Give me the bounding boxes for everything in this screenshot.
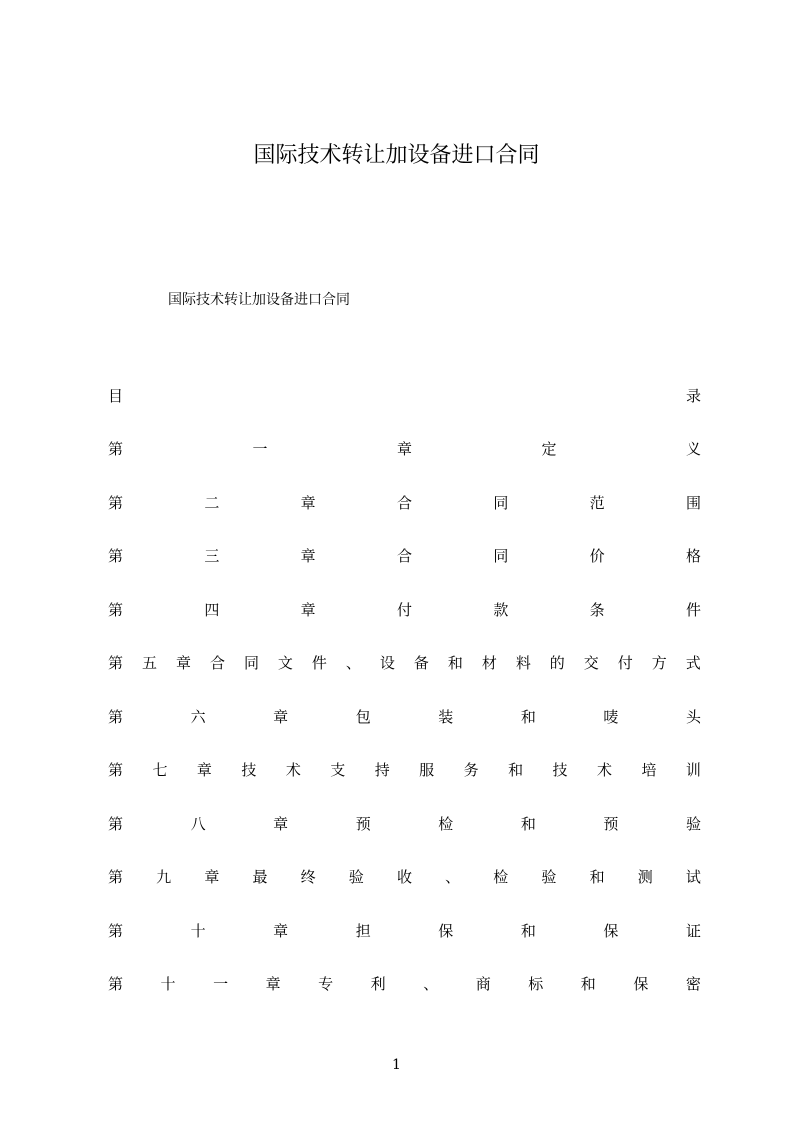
toc-row bbox=[108, 423, 701, 477]
toc-char: 章 bbox=[273, 814, 289, 833]
toc-char: 和 bbox=[447, 654, 463, 673]
toc-char: 范 bbox=[589, 493, 605, 512]
toc-char: 章 bbox=[265, 975, 281, 994]
toc-row bbox=[108, 637, 701, 691]
toc-char: 支 bbox=[330, 761, 346, 780]
toc-char: 方 bbox=[651, 654, 667, 673]
toc-char: 八 bbox=[190, 814, 206, 833]
toc-char: 技 bbox=[241, 761, 257, 780]
toc-char: 付 bbox=[617, 654, 633, 673]
toc-char: 一 bbox=[213, 975, 229, 994]
toc-char: 五 bbox=[141, 654, 157, 673]
toc-char: 第 bbox=[108, 547, 124, 566]
toc-char: 同 bbox=[493, 493, 509, 512]
toc-char: 设 bbox=[379, 654, 395, 673]
toc-char: 保 bbox=[633, 975, 649, 994]
toc-char: 利 bbox=[370, 975, 386, 994]
toc-row bbox=[108, 583, 701, 637]
toc-row bbox=[108, 958, 701, 1012]
toc-char: 担 bbox=[355, 921, 371, 940]
toc-char: 同 bbox=[493, 547, 509, 566]
toc-char: 和 bbox=[508, 761, 524, 780]
toc-char: 第 bbox=[108, 814, 124, 833]
toc-char: 章 bbox=[273, 921, 289, 940]
toc-char: 最 bbox=[252, 868, 268, 887]
toc-char: 培 bbox=[641, 761, 657, 780]
toc-char: 第 bbox=[108, 707, 124, 726]
toc-char: 第 bbox=[108, 440, 124, 459]
toc-char: 服 bbox=[419, 761, 435, 780]
toc-char: 头 bbox=[685, 707, 701, 726]
toc-char: 章 bbox=[300, 600, 316, 619]
toc-char: 的 bbox=[549, 654, 565, 673]
toc-char: 和 bbox=[520, 814, 536, 833]
toc-char: 条 bbox=[589, 600, 605, 619]
toc-char: 测 bbox=[637, 868, 653, 887]
toc-char: 专 bbox=[318, 975, 334, 994]
toc-char: 章 bbox=[273, 707, 289, 726]
toc-char: 交 bbox=[583, 654, 599, 673]
toc-char: 术 bbox=[596, 761, 612, 780]
toc-char: 章 bbox=[196, 761, 212, 780]
toc-char: 文 bbox=[277, 654, 293, 673]
toc-char: 收 bbox=[396, 868, 412, 887]
toc-row bbox=[108, 690, 701, 744]
toc-char: 款 bbox=[493, 600, 509, 619]
toc-char: 第 bbox=[108, 493, 124, 512]
toc-char: 验 bbox=[685, 814, 701, 833]
toc-char: 合 bbox=[209, 654, 225, 673]
toc-char: 第 bbox=[108, 868, 124, 887]
toc-char: 、 bbox=[423, 975, 439, 994]
toc-char: 章 bbox=[300, 493, 316, 512]
toc-char: 第 bbox=[108, 975, 124, 994]
toc-char: 第 bbox=[108, 654, 124, 673]
toc-char: 合 bbox=[396, 547, 412, 566]
toc-char: 商 bbox=[475, 975, 491, 994]
toc-row bbox=[108, 851, 701, 905]
toc-char: 七 bbox=[152, 761, 168, 780]
toc-char: 终 bbox=[300, 868, 316, 887]
toc-char: 训 bbox=[685, 761, 701, 780]
toc-char: 十 bbox=[160, 975, 176, 994]
toc-char: 务 bbox=[463, 761, 479, 780]
toc-char: 三 bbox=[204, 547, 220, 566]
toc-char: 合 bbox=[396, 493, 412, 512]
toc-char: 格 bbox=[685, 547, 701, 566]
toc-char: 件 bbox=[311, 654, 327, 673]
toc-char: 和 bbox=[580, 975, 596, 994]
toc-char: 和 bbox=[520, 921, 536, 940]
toc-char: 章 bbox=[396, 440, 412, 459]
toc-char: 付 bbox=[396, 600, 412, 619]
toc-char: 检 bbox=[493, 868, 509, 887]
toc-char: 预 bbox=[603, 814, 619, 833]
page-title: 国际技术转让加设备进口合同 bbox=[253, 143, 540, 168]
toc-char: 第 bbox=[108, 761, 124, 780]
document-subtitle: 国际技术转让加设备进口合同 bbox=[168, 292, 350, 308]
toc-row bbox=[108, 744, 701, 798]
toc-char: 四 bbox=[204, 600, 220, 619]
toc-char: 预 bbox=[355, 814, 371, 833]
toc-row bbox=[108, 904, 701, 958]
toc-row bbox=[108, 530, 701, 584]
toc-char: 二 bbox=[204, 493, 220, 512]
toc-char: 试 bbox=[685, 868, 701, 887]
toc-char: 件 bbox=[685, 600, 701, 619]
toc-char: 装 bbox=[438, 707, 454, 726]
toc-char: 同 bbox=[243, 654, 259, 673]
toc-char: 第 bbox=[108, 600, 124, 619]
toc-char: 第 bbox=[108, 921, 124, 940]
toc-row bbox=[108, 797, 701, 851]
toc-char: 目 bbox=[108, 386, 124, 405]
toc-char: 十 bbox=[190, 921, 206, 940]
toc-char: 、 bbox=[445, 868, 461, 887]
toc-char: 定 bbox=[541, 440, 557, 459]
toc-char: 料 bbox=[515, 654, 531, 673]
toc-char: 验 bbox=[541, 868, 557, 887]
toc-char: 保 bbox=[603, 921, 619, 940]
toc-char: 备 bbox=[413, 654, 429, 673]
toc-char: 、 bbox=[345, 654, 361, 673]
toc-char: 标 bbox=[528, 975, 544, 994]
toc-char: 价 bbox=[589, 547, 605, 566]
toc-char: 检 bbox=[438, 814, 454, 833]
toc-char: 章 bbox=[300, 547, 316, 566]
toc-char: 义 bbox=[685, 440, 701, 459]
toc-char: 录 bbox=[685, 386, 701, 405]
table-of-contents bbox=[108, 369, 701, 1011]
toc-char: 章 bbox=[175, 654, 191, 673]
toc-char: 保 bbox=[438, 921, 454, 940]
toc-char: 术 bbox=[285, 761, 301, 780]
toc-char: 材 bbox=[481, 654, 497, 673]
toc-char: 式 bbox=[685, 654, 701, 673]
toc-char: 包 bbox=[355, 707, 371, 726]
toc-char: 技 bbox=[552, 761, 568, 780]
toc-char: 围 bbox=[685, 493, 701, 512]
toc-char: 验 bbox=[348, 868, 364, 887]
toc-char: 持 bbox=[374, 761, 390, 780]
toc-char: 和 bbox=[520, 707, 536, 726]
toc-row bbox=[108, 369, 701, 423]
page-number: 1 bbox=[392, 1057, 401, 1073]
toc-row bbox=[108, 476, 701, 530]
toc-char: 一 bbox=[252, 440, 268, 459]
toc-char: 六 bbox=[190, 707, 206, 726]
toc-char: 密 bbox=[685, 975, 701, 994]
toc-char: 章 bbox=[204, 868, 220, 887]
toc-char: 唛 bbox=[603, 707, 619, 726]
toc-char: 和 bbox=[589, 868, 605, 887]
toc-char: 证 bbox=[685, 921, 701, 940]
toc-char: 九 bbox=[156, 868, 172, 887]
